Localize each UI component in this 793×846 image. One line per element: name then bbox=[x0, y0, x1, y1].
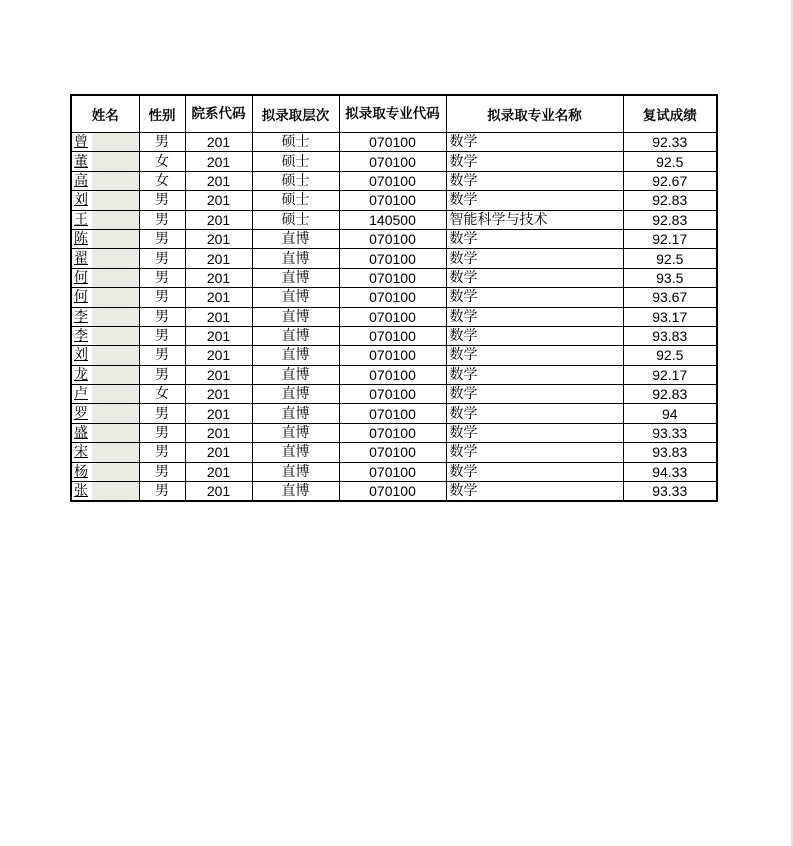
major-code-cell: 070100 bbox=[339, 268, 446, 287]
level-cell: 直博 bbox=[252, 229, 339, 248]
name-cell bbox=[71, 365, 139, 384]
gender-cell: 男 bbox=[139, 404, 185, 423]
level-cell: 直博 bbox=[252, 288, 339, 307]
redaction-block bbox=[92, 230, 139, 248]
dept-code-cell: 201 bbox=[185, 210, 252, 229]
level-cell: 直博 bbox=[252, 443, 339, 462]
gender-cell: 男 bbox=[139, 249, 185, 268]
level-cell: 硕士 bbox=[252, 191, 339, 210]
table-row bbox=[71, 249, 717, 268]
surname-text: 陈 bbox=[74, 231, 88, 248]
table-row bbox=[71, 326, 717, 345]
dept-code-cell: 201 bbox=[185, 152, 252, 171]
major-name-cell: 数学 bbox=[446, 404, 623, 423]
major-code-cell: 070100 bbox=[339, 385, 446, 404]
major-code-cell: 140500 bbox=[339, 210, 446, 229]
gender-cell: 女 bbox=[139, 171, 185, 190]
level-cell: 硕士 bbox=[252, 152, 339, 171]
level-cell: 硕士 bbox=[252, 210, 339, 229]
score-cell: 92.83 bbox=[623, 191, 717, 210]
name-cell bbox=[71, 307, 139, 326]
score-cell: 92.5 bbox=[623, 346, 717, 365]
table-row bbox=[71, 171, 717, 190]
surname-text: 李 bbox=[74, 308, 88, 325]
table-row bbox=[71, 133, 717, 152]
level-cell: 直博 bbox=[252, 482, 339, 502]
major-code-cell: 070100 bbox=[339, 404, 446, 423]
table-row bbox=[71, 307, 717, 326]
score-cell: 93.17 bbox=[623, 307, 717, 326]
score-cell: 92.67 bbox=[623, 171, 717, 190]
major-name-cell: 数学 bbox=[446, 423, 623, 442]
major-name-cell: 数学 bbox=[446, 268, 623, 287]
level-cell: 直博 bbox=[252, 307, 339, 326]
header-name: 姓名 bbox=[71, 95, 139, 133]
gender-cell: 男 bbox=[139, 210, 185, 229]
dept-code-cell: 201 bbox=[185, 404, 252, 423]
redaction-block bbox=[92, 288, 139, 306]
table-header bbox=[71, 95, 717, 133]
name-cell bbox=[71, 385, 139, 404]
table-row bbox=[71, 346, 717, 365]
level-cell: 硕士 bbox=[252, 133, 339, 152]
table-row bbox=[71, 210, 717, 229]
redaction-block bbox=[92, 249, 139, 267]
dept-code-cell: 201 bbox=[185, 443, 252, 462]
score-cell: 93.33 bbox=[623, 423, 717, 442]
gender-cell: 女 bbox=[139, 152, 185, 171]
score-cell: 92.5 bbox=[623, 249, 717, 268]
major-code-cell: 070100 bbox=[339, 191, 446, 210]
level-cell: 直博 bbox=[252, 346, 339, 365]
surname-text: 卢 bbox=[74, 386, 88, 403]
gender-cell: 男 bbox=[139, 482, 185, 502]
surname-text: 李 bbox=[74, 328, 88, 345]
redaction-block bbox=[92, 269, 139, 287]
surname-text: 高 bbox=[74, 172, 88, 189]
surname-text: 罗 bbox=[74, 405, 88, 422]
level-cell: 直博 bbox=[252, 365, 339, 384]
major-name-cell: 数学 bbox=[446, 171, 623, 190]
redaction-block bbox=[92, 385, 139, 403]
redaction-block bbox=[92, 308, 139, 326]
redaction-block bbox=[92, 346, 139, 364]
dept-code-cell: 201 bbox=[185, 191, 252, 210]
name-cell bbox=[71, 423, 139, 442]
name-cell bbox=[71, 268, 139, 287]
name-cell bbox=[71, 462, 139, 481]
admission-table bbox=[70, 94, 718, 502]
name-cell bbox=[71, 443, 139, 462]
major-name-cell: 数学 bbox=[446, 385, 623, 404]
level-cell: 硕士 bbox=[252, 171, 339, 190]
surname-text: 盛 bbox=[74, 425, 88, 442]
major-code-cell: 070100 bbox=[339, 307, 446, 326]
score-cell: 94 bbox=[623, 404, 717, 423]
major-name-cell: 数学 bbox=[446, 288, 623, 307]
name-cell bbox=[71, 288, 139, 307]
major-name-cell: 数学 bbox=[446, 249, 623, 268]
major-name-cell: 数学 bbox=[446, 326, 623, 345]
table-row bbox=[71, 404, 717, 423]
header-row bbox=[71, 95, 717, 133]
gender-cell: 男 bbox=[139, 133, 185, 152]
gender-cell: 男 bbox=[139, 462, 185, 481]
dept-code-cell: 201 bbox=[185, 326, 252, 345]
table-row bbox=[71, 423, 717, 442]
major-name-cell: 数学 bbox=[446, 346, 623, 365]
table-row bbox=[71, 462, 717, 481]
surname-text: 杨 bbox=[74, 463, 88, 480]
major-name-cell: 数学 bbox=[446, 152, 623, 171]
redaction-block bbox=[92, 211, 139, 229]
major-code-cell: 070100 bbox=[339, 365, 446, 384]
gender-cell: 男 bbox=[139, 346, 185, 365]
major-code-cell: 070100 bbox=[339, 152, 446, 171]
table-row bbox=[71, 268, 717, 287]
major-name-cell: 数学 bbox=[446, 307, 623, 326]
name-cell bbox=[71, 210, 139, 229]
score-cell: 92.17 bbox=[623, 365, 717, 384]
major-code-cell: 070100 bbox=[339, 423, 446, 442]
level-cell: 直博 bbox=[252, 268, 339, 287]
major-name-cell: 数学 bbox=[446, 462, 623, 481]
score-cell: 92.83 bbox=[623, 210, 717, 229]
level-cell: 直博 bbox=[252, 423, 339, 442]
gender-cell: 男 bbox=[139, 288, 185, 307]
major-name-cell: 智能科学与技术 bbox=[446, 210, 623, 229]
gender-cell: 男 bbox=[139, 365, 185, 384]
header-dept-code: 院系代码 bbox=[185, 95, 252, 133]
dept-code-cell: 201 bbox=[185, 133, 252, 152]
header-major-code: 拟录取专业代码 bbox=[339, 95, 446, 133]
gender-cell: 男 bbox=[139, 307, 185, 326]
major-code-cell: 070100 bbox=[339, 229, 446, 248]
dept-code-cell: 201 bbox=[185, 462, 252, 481]
table-row bbox=[71, 482, 717, 502]
name-cell bbox=[71, 133, 139, 152]
major-name-cell: 数学 bbox=[446, 191, 623, 210]
major-code-cell: 070100 bbox=[339, 326, 446, 345]
score-cell: 93.67 bbox=[623, 288, 717, 307]
gender-cell: 男 bbox=[139, 443, 185, 462]
level-cell: 直博 bbox=[252, 385, 339, 404]
name-cell bbox=[71, 482, 139, 502]
major-name-cell: 数学 bbox=[446, 482, 623, 502]
dept-code-cell: 201 bbox=[185, 365, 252, 384]
major-name-cell: 数学 bbox=[446, 229, 623, 248]
major-code-cell: 070100 bbox=[339, 133, 446, 152]
name-cell bbox=[71, 404, 139, 423]
major-code-cell: 070100 bbox=[339, 462, 446, 481]
major-code-cell: 070100 bbox=[339, 171, 446, 190]
header-gender: 性别 bbox=[139, 95, 185, 133]
surname-text: 董 bbox=[74, 153, 88, 170]
header-major-name: 拟录取专业名称 bbox=[446, 95, 623, 133]
major-code-cell: 070100 bbox=[339, 249, 446, 268]
level-cell: 直博 bbox=[252, 326, 339, 345]
surname-text: 刘 bbox=[74, 192, 88, 209]
major-name-cell: 数学 bbox=[446, 365, 623, 384]
surname-text: 龙 bbox=[74, 366, 88, 383]
score-cell: 92.83 bbox=[623, 385, 717, 404]
score-cell: 92.33 bbox=[623, 133, 717, 152]
table-row bbox=[71, 385, 717, 404]
major-name-cell: 数学 bbox=[446, 133, 623, 152]
name-cell bbox=[71, 249, 139, 268]
table-row bbox=[71, 229, 717, 248]
gender-cell: 男 bbox=[139, 191, 185, 210]
redaction-block bbox=[92, 443, 139, 461]
surname-text: 王 bbox=[74, 211, 88, 228]
major-code-cell: 070100 bbox=[339, 443, 446, 462]
surname-text: 曾 bbox=[74, 134, 88, 151]
major-code-cell: 070100 bbox=[339, 288, 446, 307]
score-cell: 93.33 bbox=[623, 482, 717, 502]
level-cell: 直博 bbox=[252, 462, 339, 481]
gender-cell: 男 bbox=[139, 423, 185, 442]
dept-code-cell: 201 bbox=[185, 385, 252, 404]
name-cell bbox=[71, 346, 139, 365]
surname-text: 张 bbox=[74, 483, 88, 500]
header-score: 复试成绩 bbox=[623, 95, 717, 133]
dept-code-cell: 201 bbox=[185, 307, 252, 326]
score-cell: 93.5 bbox=[623, 268, 717, 287]
dept-code-cell: 201 bbox=[185, 249, 252, 268]
gender-cell: 女 bbox=[139, 385, 185, 404]
redaction-block bbox=[92, 152, 139, 170]
score-cell: 94.33 bbox=[623, 462, 717, 481]
score-cell: 92.17 bbox=[623, 229, 717, 248]
redaction-block bbox=[92, 424, 139, 442]
redaction-block bbox=[92, 191, 139, 209]
dept-code-cell: 201 bbox=[185, 346, 252, 365]
dept-code-cell: 201 bbox=[185, 268, 252, 287]
name-cell bbox=[71, 229, 139, 248]
table-row bbox=[71, 152, 717, 171]
table-row bbox=[71, 365, 717, 384]
score-cell: 92.5 bbox=[623, 152, 717, 171]
score-cell: 93.83 bbox=[623, 443, 717, 462]
gender-cell: 男 bbox=[139, 326, 185, 345]
dept-code-cell: 201 bbox=[185, 229, 252, 248]
level-cell: 直博 bbox=[252, 404, 339, 423]
name-cell bbox=[71, 152, 139, 171]
level-cell: 直博 bbox=[252, 249, 339, 268]
table-body bbox=[71, 133, 717, 502]
dept-code-cell: 201 bbox=[185, 171, 252, 190]
table-row bbox=[71, 288, 717, 307]
major-code-cell: 070100 bbox=[339, 346, 446, 365]
dept-code-cell: 201 bbox=[185, 423, 252, 442]
surname-text: 何 bbox=[74, 289, 88, 306]
surname-text: 宋 bbox=[74, 444, 88, 461]
redaction-block bbox=[92, 463, 139, 481]
score-cell: 93.83 bbox=[623, 326, 717, 345]
redaction-block bbox=[92, 327, 139, 345]
name-cell bbox=[71, 171, 139, 190]
table-row bbox=[71, 443, 717, 462]
major-code-cell: 070100 bbox=[339, 482, 446, 502]
header-level: 拟录取层次 bbox=[252, 95, 339, 133]
gender-cell: 男 bbox=[139, 268, 185, 287]
redaction-block bbox=[92, 404, 139, 422]
table-row bbox=[71, 191, 717, 210]
dept-code-cell: 201 bbox=[185, 482, 252, 502]
major-name-cell: 数学 bbox=[446, 443, 623, 462]
redaction-block bbox=[92, 172, 139, 190]
gender-cell: 男 bbox=[139, 229, 185, 248]
surname-text: 刘 bbox=[74, 347, 88, 364]
name-cell bbox=[71, 326, 139, 345]
surname-text: 翟 bbox=[74, 250, 88, 267]
surname-text: 何 bbox=[74, 269, 88, 286]
redaction-block bbox=[92, 133, 139, 151]
redaction-block bbox=[92, 482, 139, 500]
redaction-block bbox=[92, 366, 139, 384]
dept-code-cell: 201 bbox=[185, 288, 252, 307]
name-cell bbox=[71, 191, 139, 210]
